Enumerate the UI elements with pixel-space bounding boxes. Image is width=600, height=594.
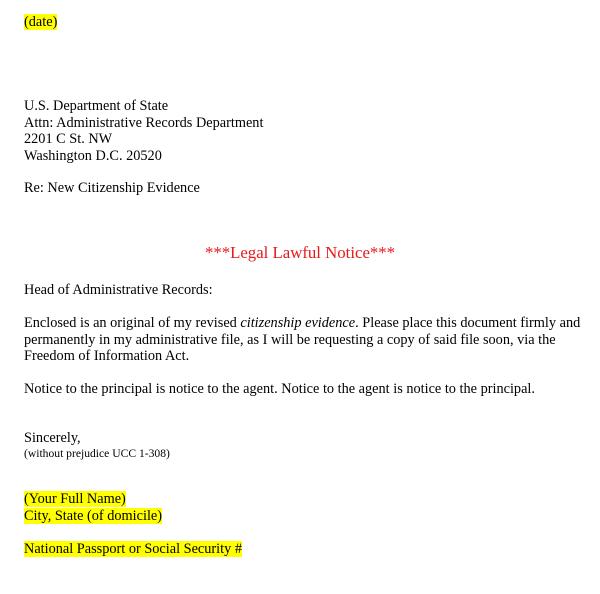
signature-city-state-highlight: City, State (of domicile)	[24, 508, 163, 524]
recipient-line-3: 2201 C St. NW	[24, 131, 113, 148]
recipient-line-1: U.S. Department of State	[24, 98, 169, 114]
date-highlight: (date)	[24, 14, 58, 30]
notice-title: ***Legal Lawful Notice***	[204, 243, 396, 262]
subject-line: Re: New Citizenship Evidence	[24, 180, 200, 196]
date-placeholder	[24, 14, 57, 31]
signature-id-number	[24, 541, 242, 558]
signature-city-state	[24, 508, 162, 525]
body-para1-line-1	[24, 315, 580, 332]
recipient-line-4: Washington D.C. 20520	[24, 147, 162, 164]
closing: Sincerely,	[24, 430, 81, 446]
body-para1-text-before: Enclosed is an original of my revised	[24, 315, 241, 331]
body-para1-line-3: Freedom of Information Act.	[24, 348, 190, 365]
signature-name	[24, 491, 126, 508]
signature-name-highlight: (Your Full Name)	[24, 491, 126, 507]
salutation: Head of Administrative Records:	[24, 282, 213, 298]
recipient-line-2: Attn: Administrative Records Department	[24, 114, 264, 131]
body-para1-text-after: . Please place this document firmly and	[355, 315, 581, 331]
body-para1-italic-text: citizenship evidence	[240, 315, 356, 331]
body-para1-line-2: permanently in my administrative file, as I will be requesting a copy of said file soon, via the	[24, 331, 556, 348]
signature-id-highlight: National Passport or Social Security #	[24, 541, 242, 557]
body-paragraph-2: Notice to the principal is notice to the agent. Notice to the agent is notice to the principal.	[24, 381, 535, 397]
closing-note: (without prejudice UCC 1-308)	[24, 447, 170, 460]
